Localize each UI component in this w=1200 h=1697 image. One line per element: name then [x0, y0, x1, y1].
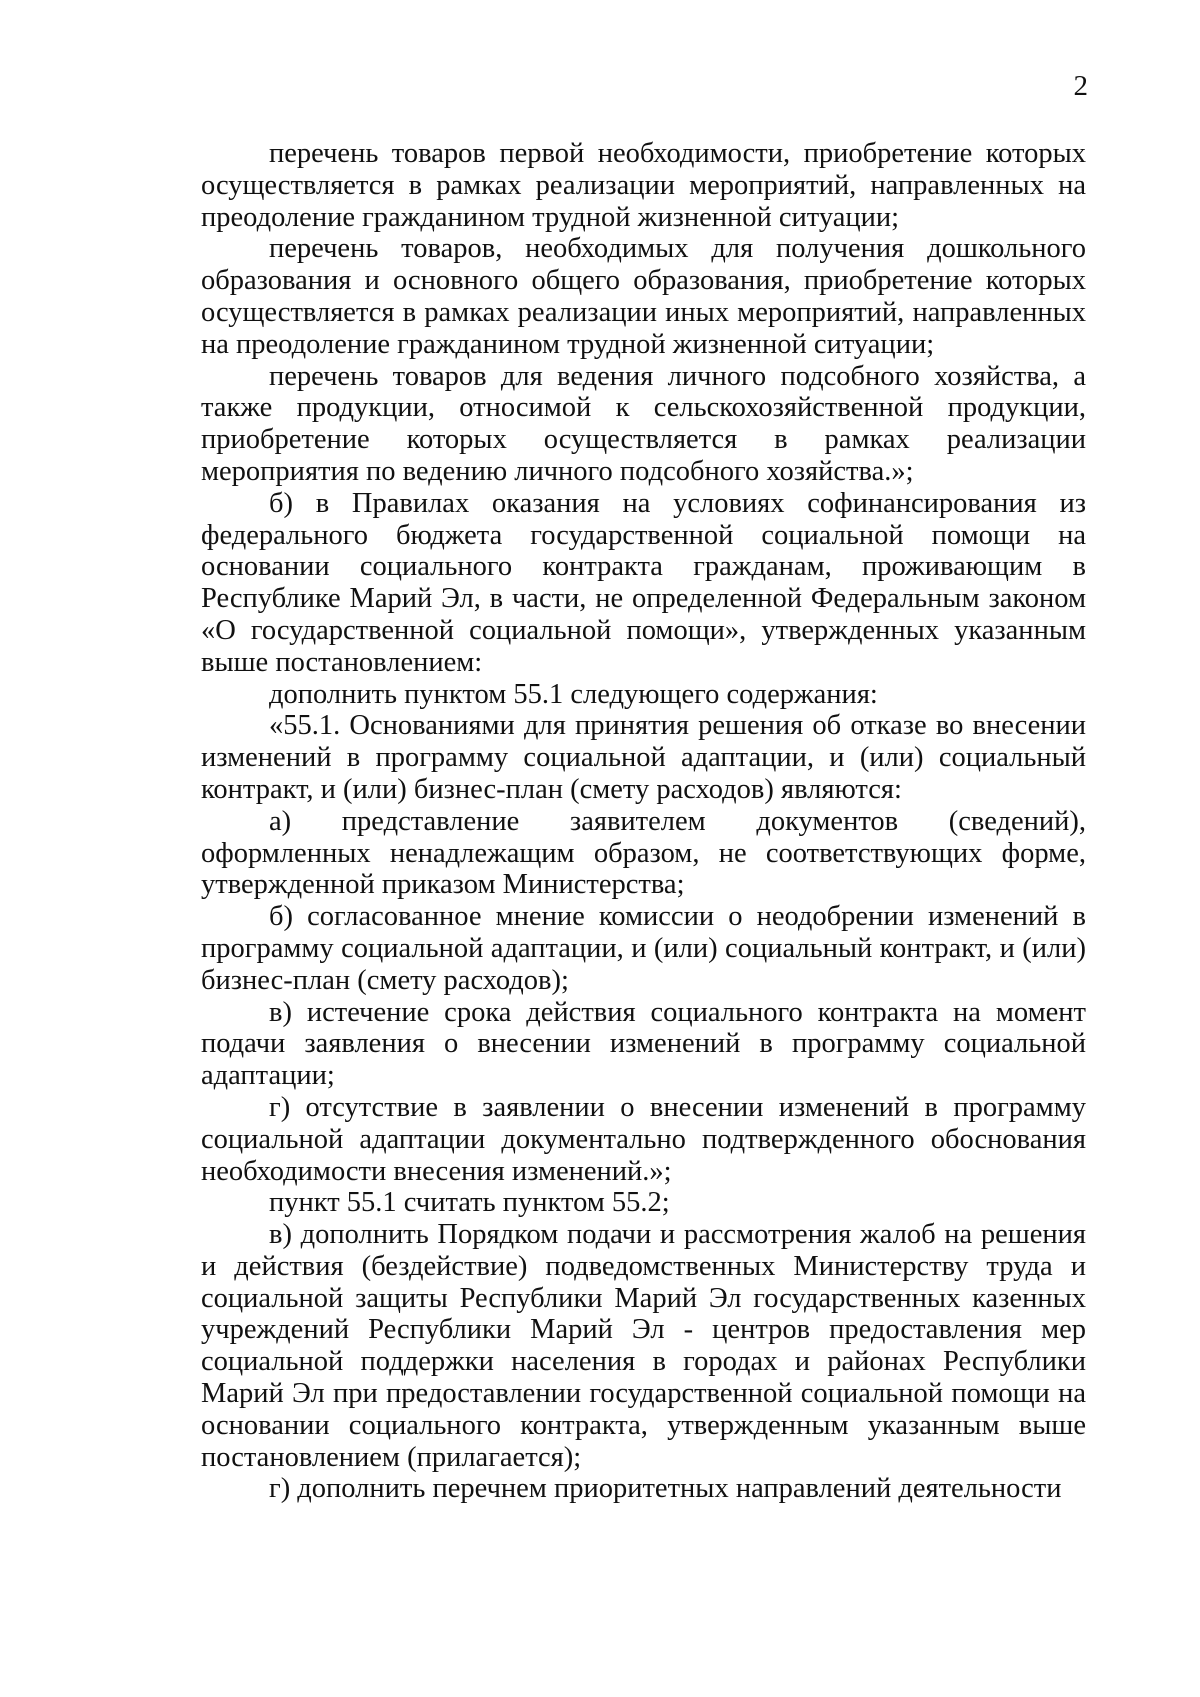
paragraph: перечень товаров для ведения личного подсобного хозяйства, а также продукции, относимой к сельскохозяйственной продукции, приобретение которых осуществляется в рамках реализации мероприятия по ведению личного подсобного хозяйства.»; [201, 360, 1086, 487]
paragraph: перечень товаров, необходимых для получения дошкольного образования и основного общего образования, приобретение которых осуществляется в рамках реализации иных мероприятий, направленных на преодоление гражданином трудной жизненной ситуации; [201, 233, 1086, 360]
page-number: 2 [1073, 70, 1088, 102]
paragraph: а) представление заявителем документов (сведений), оформленных ненадлежащим образом, не соответствующих форме, утвержденной приказом Министерства; [201, 805, 1086, 901]
paragraph: б) в Правилах оказания на условиях софинансирования из федерального бюджета государственной социальной помощи на основании социального контракта гражданам, проживающим в Республике Марий Эл, в части, не определенной Федеральным законом «О государственной социальной помощи», утвержденных указанным выше постановлением: [201, 487, 1086, 678]
paragraph: г) дополнить перечнем приоритетных направлений деятельности [269, 1473, 1062, 1505]
paragraph: дополнить пунктом 55.1 следующего содержания: [269, 678, 878, 710]
paragraph: б) согласованное мнение комиссии о неодобрении изменений в программу социальной адаптации, и (или) социальный контракт, и (или) бизнес-план (смету расходов); [201, 901, 1086, 996]
paragraph: в) истечение срока действия социального контракта на момент подачи заявления о внесении изменений в программу социальной адаптации; [201, 996, 1086, 1092]
paragraph: «55.1. Основаниями для принятия решения об отказе во внесении изменений в программу социальной адаптации, и (или) социальный контракт, и (или) бизнес-план (смету расходов) являются: [201, 710, 1086, 805]
paragraph: пункт 55.1 считать пунктом 55.2; [269, 1187, 670, 1219]
paragraph: в) дополнить Порядком подачи и рассмотрения жалоб на решения и действия (бездействие) подведомственных Министерству труда и социальной защиты Республики Марий Эл государственных казенных учреждений Республики Марий Эл - центров предоставления мер социальной поддержки населения в городах и районах Республики Марий Эл при предоставлении государственной социальной помощи на основании социального контракта, утвержденным указанным выше постановлением (прилагается); [201, 1219, 1086, 1473]
paragraph: перечень товаров первой необходимости, приобретение которых осуществляется в рамках реализации мероприятий, направленных на преодоление гражданином трудной жизненной ситуации; [201, 138, 1086, 233]
paragraph: г) отсутствие в заявлении о внесении изменений в программу социальной адаптации документально подтвержденного обоснования необходимости внесения изменений.»; [201, 1091, 1086, 1187]
document-body [201, 138, 1086, 1505]
